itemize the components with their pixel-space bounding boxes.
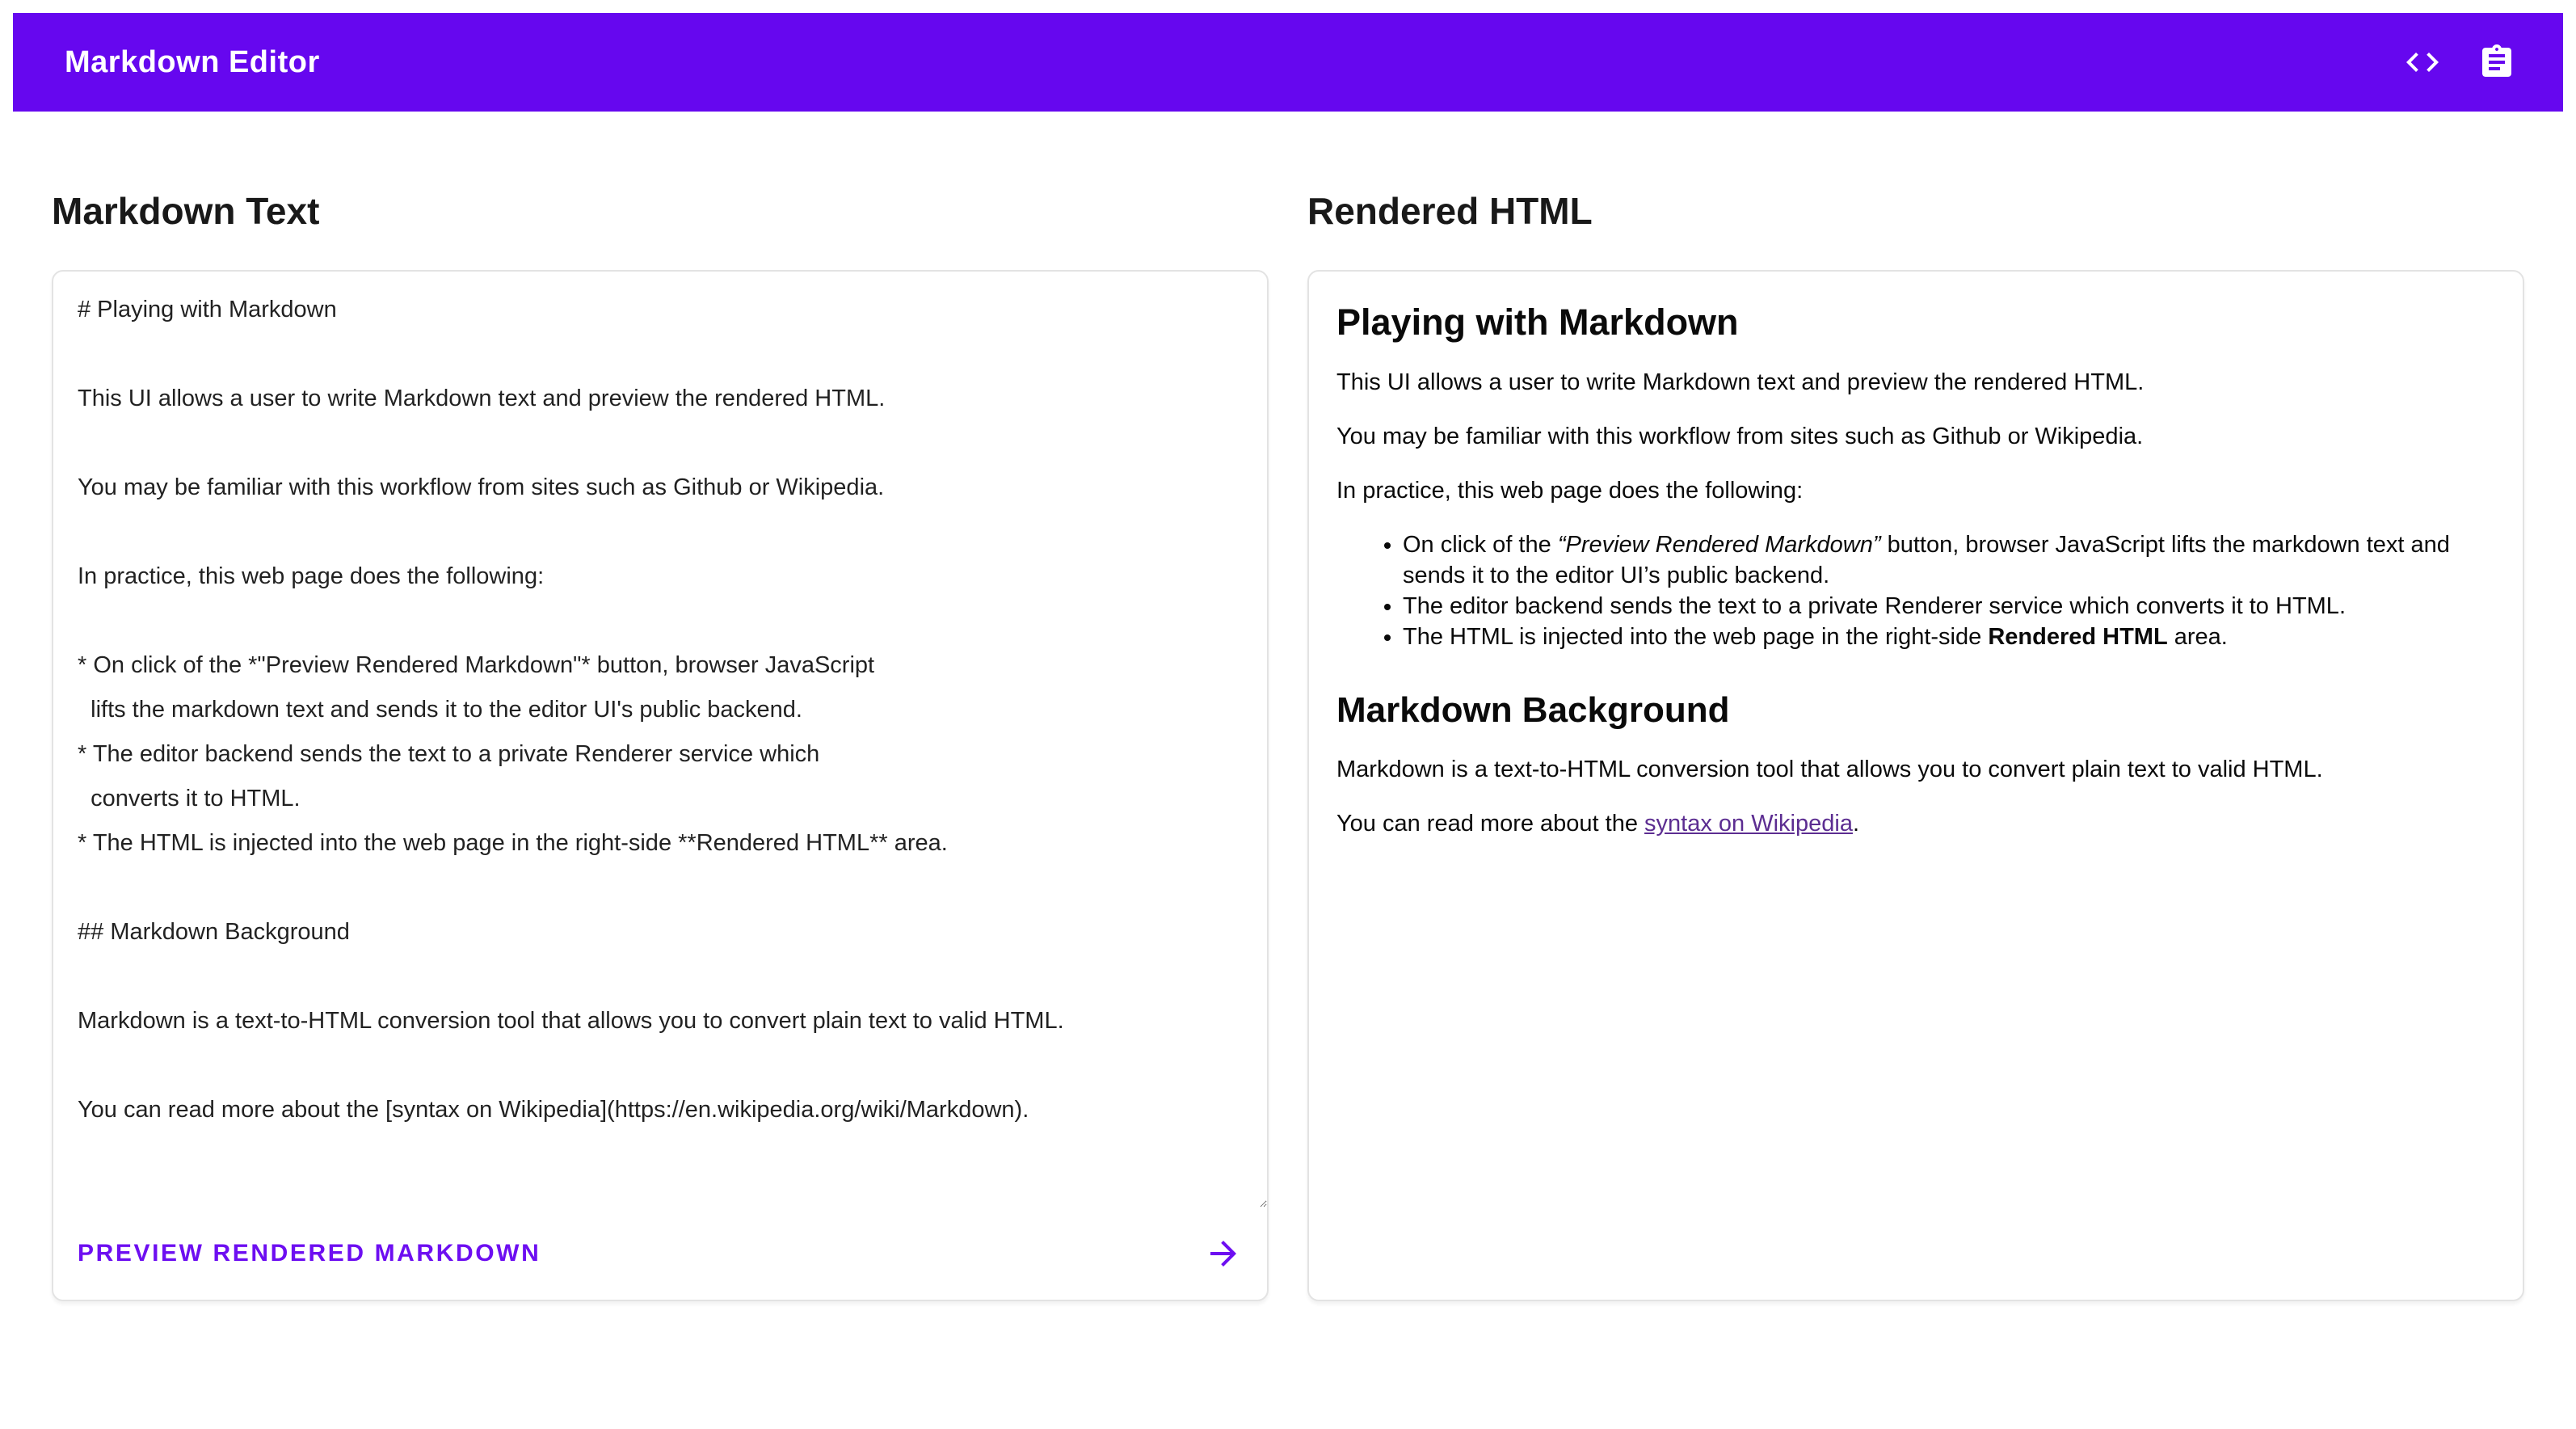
code-icon xyxy=(2403,43,2442,82)
markdown-text-section-title: Markdown Text xyxy=(52,190,320,232)
bullet-1-text-end: button, browser JavaScript lifts the markdown text and sends it to the editor UI’s public backend. xyxy=(1403,532,2450,588)
markdown-editor-card xyxy=(52,270,1269,1301)
rendered-html-card xyxy=(1307,270,2524,1301)
syntax-on-wikipedia-link[interactable]: syntax on Wikipedia xyxy=(1644,811,1853,837)
section-titles-row xyxy=(52,112,2524,270)
main-content xyxy=(13,112,2563,1350)
clipboard-icon-button[interactable] xyxy=(2460,25,2534,99)
paragraph-5-text-end: . xyxy=(1852,811,1860,837)
rendered-h2: Markdown Background xyxy=(1336,690,1730,730)
rendered-bullet-3 xyxy=(1403,622,2495,652)
rendered-html-section-title: Rendered HTML xyxy=(1307,190,1593,232)
rendered-bullet-list xyxy=(1336,529,2495,652)
bullet-2-text: The editor backend sends the text to a private Renderer service which converts it to HTML. xyxy=(1403,593,2346,619)
bullet-1-text: On click of the xyxy=(1403,532,1558,558)
appbar xyxy=(13,13,2563,112)
rendered-bullet-1 xyxy=(1403,529,2495,591)
rendered-paragraph-5 xyxy=(1336,807,2495,840)
rendered-paragraph-2: You may be familiar with this workflow from sites such as Github or Wikipedia. xyxy=(1336,424,2144,449)
code-icon-button[interactable] xyxy=(2385,25,2460,99)
rendered-paragraph-1: This UI allows a user to write Markdown text and preview the rendered HTML. xyxy=(1336,369,2145,395)
bullet-3-text-end: area. xyxy=(2167,624,2228,650)
rendered-bullet-2 xyxy=(1403,591,2495,622)
markdown-input[interactable] xyxy=(53,272,1267,1208)
paragraph-5-text: You can read more about the xyxy=(1336,811,1645,837)
clipboard-icon xyxy=(2477,43,2516,82)
preview-button-label: PREVIEW RENDERED MARKDOWN xyxy=(78,1240,541,1267)
rendered-paragraph-3: In practice, this web page does the following: xyxy=(1336,478,1804,504)
arrow-forward-icon xyxy=(1204,1234,1243,1273)
preview-rendered-markdown-button[interactable] xyxy=(53,1208,1267,1300)
app-title: Markdown Editor xyxy=(65,44,320,79)
bullet-1-italic-text: “Preview Rendered Markdown” xyxy=(1557,532,1881,558)
bullet-3-bold-text: Rendered HTML xyxy=(1988,624,2168,650)
rendered-h1: Playing with Markdown xyxy=(1336,301,1739,343)
rendered-paragraph-4: Markdown is a text-to-HTML conversion tool that allows you to convert plain text to valid HTML. xyxy=(1336,757,2323,782)
bullet-3-text: The HTML is injected into the web page in the right-side xyxy=(1403,624,1989,650)
panels-row xyxy=(52,270,2524,1301)
